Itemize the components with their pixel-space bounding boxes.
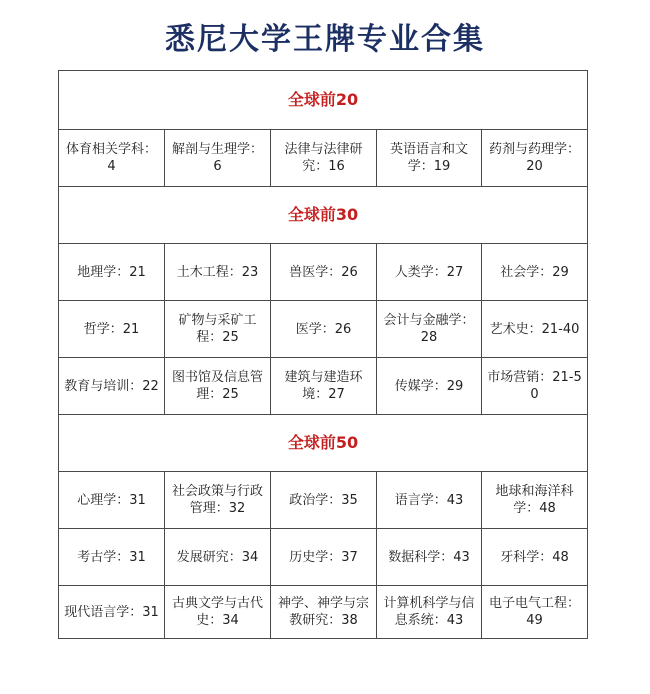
majors-table (58, 70, 588, 639)
table-row (59, 358, 588, 415)
major-cell: 教育与培训：22 (59, 358, 165, 415)
major-cell: 神学、神学与宗教研究：38 (271, 586, 377, 639)
major-cell: 兽医学：26 (271, 244, 377, 301)
major-cell: 解剖与生理学：6 (165, 130, 271, 187)
table-row (59, 472, 588, 529)
section-heading: 全球前50 (59, 415, 588, 472)
page-title: 悉尼大学王牌专业合集 (165, 22, 485, 57)
section-heading: 全球前30 (59, 187, 588, 244)
table-row (59, 586, 588, 639)
major-cell: 建筑与建造环境：27 (271, 358, 377, 415)
major-cell: 政治学：35 (271, 472, 377, 529)
major-cell: 牙科学：48 (482, 529, 588, 586)
major-cell: 发展研究：34 (165, 529, 271, 586)
major-cell: 艺术史：21-40 (482, 301, 588, 358)
table-row (59, 301, 588, 358)
major-cell: 地理学：21 (59, 244, 165, 301)
major-cell: 数据科学：43 (377, 529, 482, 586)
table-row (59, 529, 588, 586)
major-cell: 社会学：29 (482, 244, 588, 301)
major-cell: 哲学：21 (59, 301, 165, 358)
major-cell: 法律与法律研究：16 (271, 130, 377, 187)
major-cell: 图书馆及信息管理：25 (165, 358, 271, 415)
section-header-top30 (59, 187, 588, 244)
major-cell: 土木工程：23 (165, 244, 271, 301)
major-cell: 英语语言和文学：19 (377, 130, 482, 187)
major-cell: 电子电气工程：49 (482, 586, 588, 639)
major-cell: 古典文学与古代史：34 (165, 586, 271, 639)
major-cell: 计算机科学与信息系统：43 (377, 586, 482, 639)
major-cell: 考古学：31 (59, 529, 165, 586)
major-cell: 医学：26 (271, 301, 377, 358)
major-cell: 会计与金融学：28 (377, 301, 482, 358)
major-cell: 现代语言学：31 (59, 586, 165, 639)
table-row (59, 244, 588, 301)
major-cell: 矿物与采矿工程：25 (165, 301, 271, 358)
major-cell: 传媒学：29 (377, 358, 482, 415)
table-row (59, 130, 588, 187)
major-cell: 人类学：27 (377, 244, 482, 301)
major-cell: 药剂与药理学：20 (482, 130, 588, 187)
major-cell: 体育相关学科：4 (59, 130, 165, 187)
major-cell: 社会政策与行政管理：32 (165, 472, 271, 529)
major-cell: 地球和海洋科学：48 (482, 472, 588, 529)
major-cell: 历史学：37 (271, 529, 377, 586)
major-cell: 市场营销：21-50 (482, 358, 588, 415)
section-header-top20 (59, 71, 588, 130)
major-cell: 语言学：43 (377, 472, 482, 529)
section-heading: 全球前20 (59, 71, 588, 130)
section-header-top50 (59, 415, 588, 472)
major-cell: 心理学：31 (59, 472, 165, 529)
